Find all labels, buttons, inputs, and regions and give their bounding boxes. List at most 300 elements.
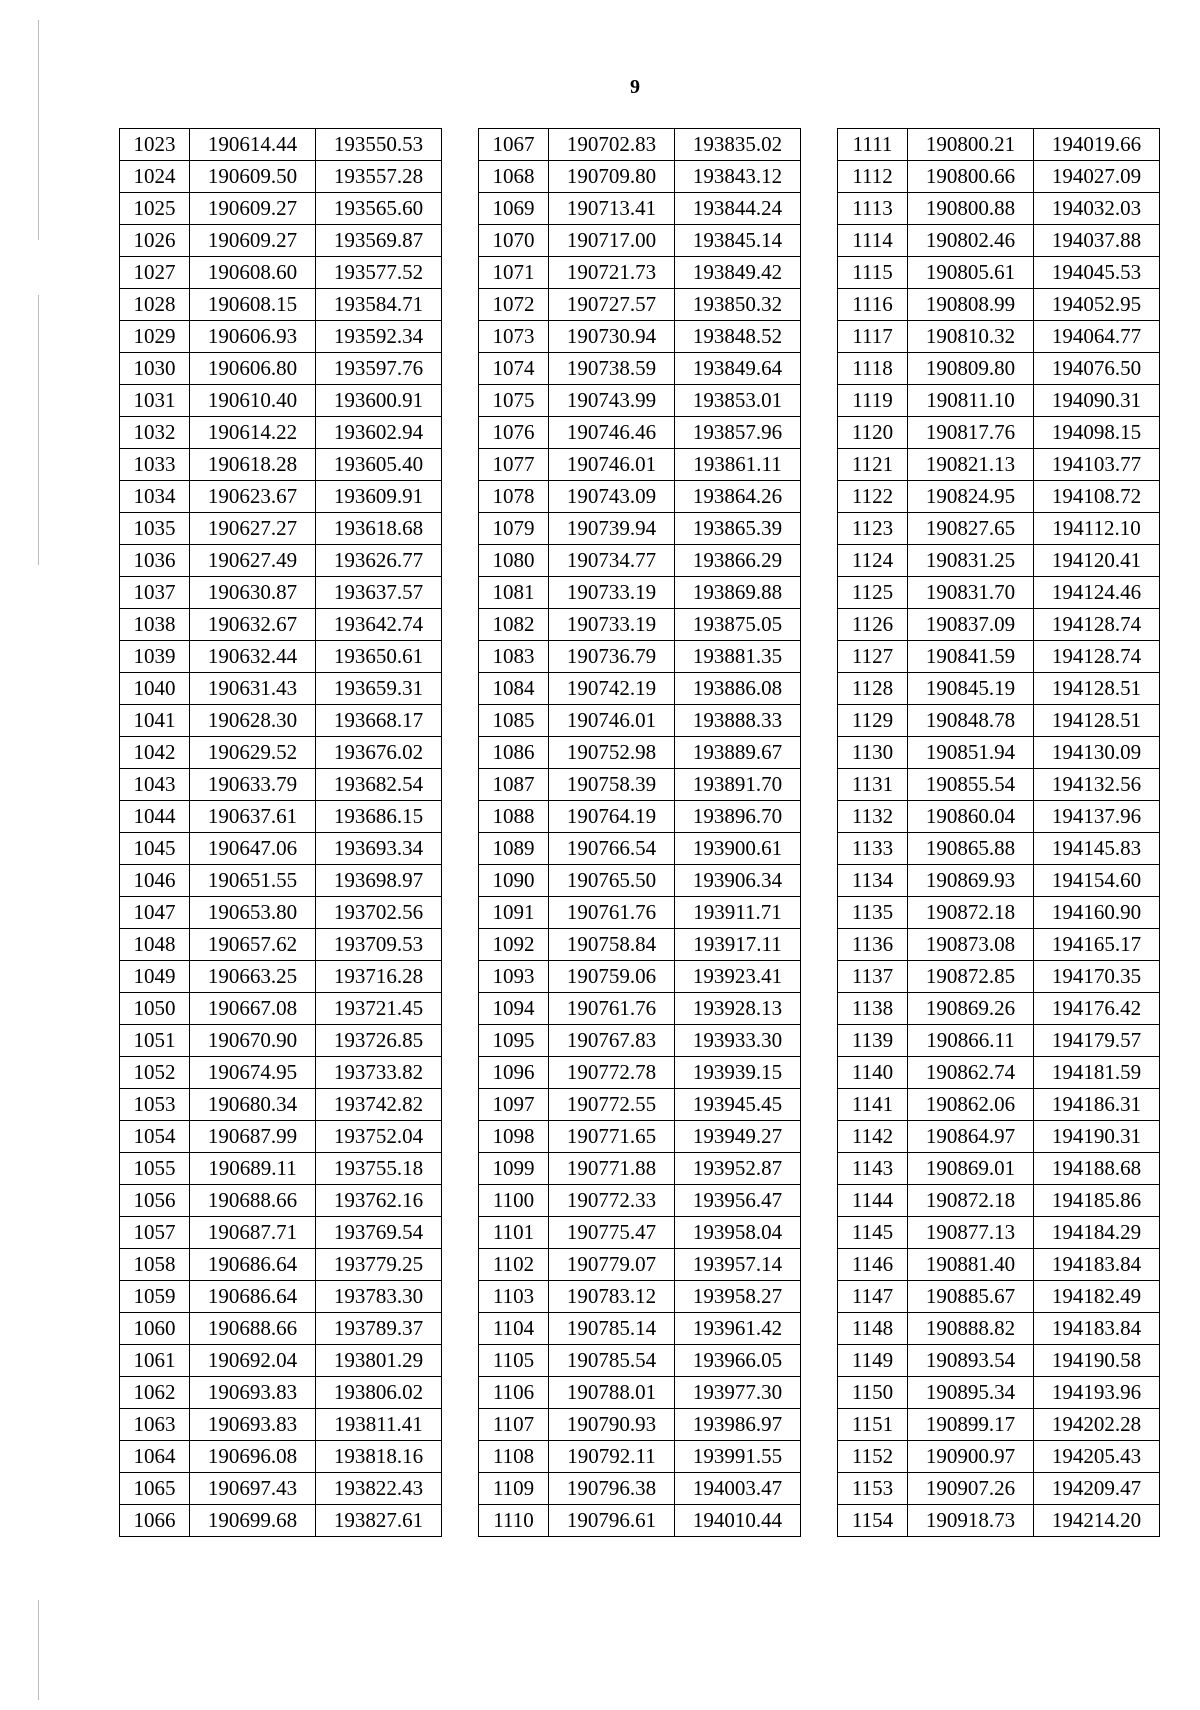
x-coordinate-cell: 190831.70 <box>908 577 1034 609</box>
table-row <box>479 257 801 289</box>
y-coordinate-cell: 194128.74 <box>1034 641 1160 673</box>
point-number-cell: 1129 <box>838 705 908 737</box>
y-coordinate-cell: 193945.45 <box>675 1089 801 1121</box>
x-coordinate-cell: 190899.17 <box>908 1409 1034 1441</box>
point-number-cell: 1131 <box>838 769 908 801</box>
y-coordinate-cell: 193650.61 <box>316 641 442 673</box>
x-coordinate-cell: 190810.32 <box>908 321 1034 353</box>
x-coordinate-cell: 190730.94 <box>549 321 675 353</box>
point-number-cell: 1115 <box>838 257 908 289</box>
y-coordinate-cell: 193957.14 <box>675 1249 801 1281</box>
x-coordinate-cell: 190862.74 <box>908 1057 1034 1089</box>
table-row <box>838 1473 1160 1505</box>
x-coordinate-cell: 190733.19 <box>549 609 675 641</box>
x-coordinate-cell: 190693.83 <box>190 1409 316 1441</box>
table-row <box>838 1441 1160 1473</box>
y-coordinate-cell: 193726.85 <box>316 1025 442 1057</box>
point-number-cell: 1072 <box>479 289 549 321</box>
point-number-cell: 1068 <box>479 161 549 193</box>
point-number-cell: 1146 <box>838 1249 908 1281</box>
x-coordinate-cell: 190610.40 <box>190 385 316 417</box>
table-row <box>120 1249 442 1281</box>
x-coordinate-cell: 190765.50 <box>549 865 675 897</box>
x-coordinate-cell: 190758.39 <box>549 769 675 801</box>
point-number-cell: 1100 <box>479 1185 549 1217</box>
table-row <box>120 673 442 705</box>
x-coordinate-cell: 190772.33 <box>549 1185 675 1217</box>
x-coordinate-cell: 190893.54 <box>908 1345 1034 1377</box>
point-number-cell: 1085 <box>479 705 549 737</box>
point-number-cell: 1135 <box>838 897 908 929</box>
point-number-cell: 1074 <box>479 353 549 385</box>
table-row <box>838 1377 1160 1409</box>
point-number-cell: 1033 <box>120 449 190 481</box>
x-coordinate-cell: 190860.04 <box>908 801 1034 833</box>
y-coordinate-cell: 193618.68 <box>316 513 442 545</box>
point-number-cell: 1030 <box>120 353 190 385</box>
y-coordinate-cell: 193702.56 <box>316 897 442 929</box>
x-coordinate-cell: 190689.11 <box>190 1153 316 1185</box>
table-row <box>120 577 442 609</box>
y-coordinate-cell: 194010.44 <box>675 1505 801 1537</box>
point-number-cell: 1046 <box>120 865 190 897</box>
point-number-cell: 1026 <box>120 225 190 257</box>
x-coordinate-cell: 190631.43 <box>190 673 316 705</box>
y-coordinate-cell: 194124.46 <box>1034 577 1160 609</box>
point-number-cell: 1058 <box>120 1249 190 1281</box>
point-number-cell: 1108 <box>479 1441 549 1473</box>
table-row <box>838 257 1160 289</box>
point-number-cell: 1144 <box>838 1185 908 1217</box>
x-coordinate-cell: 190761.76 <box>549 993 675 1025</box>
point-number-cell: 1126 <box>838 609 908 641</box>
x-coordinate-cell: 190746.01 <box>549 705 675 737</box>
table-row <box>838 609 1160 641</box>
point-number-cell: 1069 <box>479 193 549 225</box>
table-row <box>838 225 1160 257</box>
point-number-cell: 1139 <box>838 1025 908 1057</box>
table-row <box>120 705 442 737</box>
x-coordinate-cell: 190785.14 <box>549 1313 675 1345</box>
table-row <box>120 1377 442 1409</box>
x-coordinate-cell: 190699.68 <box>190 1505 316 1537</box>
table-row <box>120 1409 442 1441</box>
x-coordinate-cell: 190667.08 <box>190 993 316 1025</box>
table-row <box>479 1089 801 1121</box>
table-row <box>479 769 801 801</box>
y-coordinate-cell: 193597.76 <box>316 353 442 385</box>
scan-margin-mark <box>38 295 39 565</box>
y-coordinate-cell: 193605.40 <box>316 449 442 481</box>
y-coordinate-cell: 193783.30 <box>316 1281 442 1313</box>
y-coordinate-cell: 194112.10 <box>1034 513 1160 545</box>
table-row <box>838 673 1160 705</box>
point-number-cell: 1039 <box>120 641 190 673</box>
table-row <box>838 769 1160 801</box>
y-coordinate-cell: 194202.28 <box>1034 1409 1160 1441</box>
point-number-cell: 1028 <box>120 289 190 321</box>
y-coordinate-cell: 194132.56 <box>1034 769 1160 801</box>
x-coordinate-cell: 190771.65 <box>549 1121 675 1153</box>
table-row <box>838 897 1160 929</box>
x-coordinate-cell: 190738.59 <box>549 353 675 385</box>
x-coordinate-cell: 190881.40 <box>908 1249 1034 1281</box>
point-number-cell: 1106 <box>479 1377 549 1409</box>
x-coordinate-cell: 190783.12 <box>549 1281 675 1313</box>
y-coordinate-cell: 193716.28 <box>316 961 442 993</box>
x-coordinate-cell: 190608.15 <box>190 289 316 321</box>
x-coordinate-cell: 190869.93 <box>908 865 1034 897</box>
table-row <box>479 1505 801 1537</box>
y-coordinate-cell: 194137.96 <box>1034 801 1160 833</box>
point-number-cell: 1065 <box>120 1473 190 1505</box>
table-row <box>479 1313 801 1345</box>
y-coordinate-cell: 193592.34 <box>316 321 442 353</box>
y-coordinate-cell: 193779.25 <box>316 1249 442 1281</box>
y-coordinate-cell: 193822.43 <box>316 1473 442 1505</box>
x-coordinate-cell: 190746.46 <box>549 417 675 449</box>
point-number-cell: 1097 <box>479 1089 549 1121</box>
point-number-cell: 1141 <box>838 1089 908 1121</box>
table-row <box>120 321 442 353</box>
x-coordinate-cell: 190717.00 <box>549 225 675 257</box>
x-coordinate-cell: 190792.11 <box>549 1441 675 1473</box>
y-coordinate-cell: 193956.47 <box>675 1185 801 1217</box>
x-coordinate-cell: 190674.95 <box>190 1057 316 1089</box>
point-number-cell: 1113 <box>838 193 908 225</box>
table-row <box>479 193 801 225</box>
y-coordinate-cell: 193861.11 <box>675 449 801 481</box>
y-coordinate-cell: 194183.84 <box>1034 1313 1160 1345</box>
y-coordinate-cell: 193886.08 <box>675 673 801 705</box>
table-row <box>479 449 801 481</box>
table-row <box>838 1281 1160 1313</box>
y-coordinate-cell: 193811.41 <box>316 1409 442 1441</box>
y-coordinate-cell: 193849.64 <box>675 353 801 385</box>
x-coordinate-cell: 190869.01 <box>908 1153 1034 1185</box>
y-coordinate-cell: 194184.29 <box>1034 1217 1160 1249</box>
x-coordinate-cell: 190845.19 <box>908 673 1034 705</box>
table-row <box>838 1089 1160 1121</box>
x-coordinate-cell: 190627.27 <box>190 513 316 545</box>
y-coordinate-cell: 193577.52 <box>316 257 442 289</box>
y-coordinate-cell: 194098.15 <box>1034 417 1160 449</box>
y-coordinate-cell: 193991.55 <box>675 1441 801 1473</box>
point-number-cell: 1071 <box>479 257 549 289</box>
x-coordinate-cell: 190796.61 <box>549 1505 675 1537</box>
table-row <box>120 257 442 289</box>
y-coordinate-cell: 194108.72 <box>1034 481 1160 513</box>
point-number-cell: 1138 <box>838 993 908 1025</box>
table-row <box>479 353 801 385</box>
table-row <box>120 1505 442 1537</box>
table-row <box>838 1057 1160 1089</box>
x-coordinate-cell: 190800.21 <box>908 129 1034 161</box>
point-number-cell: 1128 <box>838 673 908 705</box>
y-coordinate-cell: 193637.57 <box>316 577 442 609</box>
x-coordinate-cell: 190618.28 <box>190 449 316 481</box>
y-coordinate-cell: 193565.60 <box>316 193 442 225</box>
y-coordinate-cell: 193762.16 <box>316 1185 442 1217</box>
y-coordinate-cell: 193733.82 <box>316 1057 442 1089</box>
table-row <box>120 1281 442 1313</box>
point-number-cell: 1152 <box>838 1441 908 1473</box>
table-row <box>838 1153 1160 1185</box>
x-coordinate-cell: 190709.80 <box>549 161 675 193</box>
x-coordinate-cell: 190653.80 <box>190 897 316 929</box>
x-coordinate-cell: 190687.71 <box>190 1217 316 1249</box>
table-row <box>120 1441 442 1473</box>
x-coordinate-cell: 190686.64 <box>190 1249 316 1281</box>
x-coordinate-cell: 190670.90 <box>190 1025 316 1057</box>
x-coordinate-cell: 190736.79 <box>549 641 675 673</box>
y-coordinate-cell: 193869.88 <box>675 577 801 609</box>
x-coordinate-cell: 190831.25 <box>908 545 1034 577</box>
y-coordinate-cell: 193888.33 <box>675 705 801 737</box>
table-row <box>479 1121 801 1153</box>
table-row <box>120 993 442 1025</box>
table-row <box>479 929 801 961</box>
point-number-cell: 1120 <box>838 417 908 449</box>
table-row <box>838 481 1160 513</box>
y-coordinate-cell: 194145.83 <box>1034 833 1160 865</box>
table-row <box>838 1185 1160 1217</box>
point-number-cell: 1092 <box>479 929 549 961</box>
point-number-cell: 1034 <box>120 481 190 513</box>
point-number-cell: 1145 <box>838 1217 908 1249</box>
x-coordinate-cell: 190877.13 <box>908 1217 1034 1249</box>
point-number-cell: 1061 <box>120 1345 190 1377</box>
table-row <box>838 1025 1160 1057</box>
table-row <box>479 897 801 929</box>
coordinates-table-1 <box>119 128 442 1537</box>
x-coordinate-cell: 190872.18 <box>908 1185 1034 1217</box>
y-coordinate-cell: 194090.31 <box>1034 385 1160 417</box>
y-coordinate-cell: 194128.51 <box>1034 673 1160 705</box>
point-number-cell: 1109 <box>479 1473 549 1505</box>
point-number-cell: 1103 <box>479 1281 549 1313</box>
x-coordinate-cell: 190817.76 <box>908 417 1034 449</box>
table-row <box>479 1249 801 1281</box>
table-row <box>479 1281 801 1313</box>
y-coordinate-cell: 193569.87 <box>316 225 442 257</box>
y-coordinate-cell: 193550.53 <box>316 129 442 161</box>
table-row <box>479 1153 801 1185</box>
table-row <box>120 1217 442 1249</box>
point-number-cell: 1107 <box>479 1409 549 1441</box>
table-row <box>838 449 1160 481</box>
y-coordinate-cell: 193939.15 <box>675 1057 801 1089</box>
point-number-cell: 1066 <box>120 1505 190 1537</box>
point-number-cell: 1047 <box>120 897 190 929</box>
point-number-cell: 1070 <box>479 225 549 257</box>
point-number-cell: 1077 <box>479 449 549 481</box>
x-coordinate-cell: 190734.77 <box>549 545 675 577</box>
point-number-cell: 1102 <box>479 1249 549 1281</box>
x-coordinate-cell: 190752.98 <box>549 737 675 769</box>
table-row <box>838 577 1160 609</box>
point-number-cell: 1137 <box>838 961 908 993</box>
x-coordinate-cell: 190713.41 <box>549 193 675 225</box>
y-coordinate-cell: 194019.66 <box>1034 129 1160 161</box>
table-row <box>479 609 801 641</box>
y-coordinate-cell: 193864.26 <box>675 481 801 513</box>
x-coordinate-cell: 190739.94 <box>549 513 675 545</box>
x-coordinate-cell: 190697.43 <box>190 1473 316 1505</box>
x-coordinate-cell: 190788.01 <box>549 1377 675 1409</box>
x-coordinate-cell: 190702.83 <box>549 129 675 161</box>
y-coordinate-cell: 193584.71 <box>316 289 442 321</box>
point-number-cell: 1027 <box>120 257 190 289</box>
point-number-cell: 1143 <box>838 1153 908 1185</box>
y-coordinate-cell: 194185.86 <box>1034 1185 1160 1217</box>
y-coordinate-cell: 194076.50 <box>1034 353 1160 385</box>
table-row <box>479 641 801 673</box>
point-number-cell: 1148 <box>838 1313 908 1345</box>
y-coordinate-cell: 194128.74 <box>1034 609 1160 641</box>
table-row <box>479 801 801 833</box>
point-number-cell: 1096 <box>479 1057 549 1089</box>
table-row <box>479 737 801 769</box>
point-number-cell: 1136 <box>838 929 908 961</box>
y-coordinate-cell: 193958.04 <box>675 1217 801 1249</box>
point-number-cell: 1063 <box>120 1409 190 1441</box>
table-row <box>838 641 1160 673</box>
table-row <box>120 417 442 449</box>
point-number-cell: 1142 <box>838 1121 908 1153</box>
point-number-cell: 1025 <box>120 193 190 225</box>
point-number-cell: 1134 <box>838 865 908 897</box>
x-coordinate-cell: 190688.66 <box>190 1185 316 1217</box>
x-coordinate-cell: 190805.61 <box>908 257 1034 289</box>
scan-margin-mark <box>38 110 39 240</box>
point-number-cell: 1086 <box>479 737 549 769</box>
x-coordinate-cell: 190873.08 <box>908 929 1034 961</box>
y-coordinate-cell: 194176.42 <box>1034 993 1160 1025</box>
y-coordinate-cell: 193693.34 <box>316 833 442 865</box>
table-row <box>120 609 442 641</box>
y-coordinate-cell: 193906.34 <box>675 865 801 897</box>
x-coordinate-cell: 190759.06 <box>549 961 675 993</box>
y-coordinate-cell: 193827.61 <box>316 1505 442 1537</box>
table-row <box>479 1217 801 1249</box>
point-number-cell: 1099 <box>479 1153 549 1185</box>
table-row <box>479 1409 801 1441</box>
table-row <box>120 449 442 481</box>
y-coordinate-cell: 193676.02 <box>316 737 442 769</box>
y-coordinate-cell: 194179.57 <box>1034 1025 1160 1057</box>
point-number-cell: 1127 <box>838 641 908 673</box>
y-coordinate-cell: 193900.61 <box>675 833 801 865</box>
x-coordinate-cell: 190687.99 <box>190 1121 316 1153</box>
table-row <box>120 545 442 577</box>
point-number-cell: 1153 <box>838 1473 908 1505</box>
y-coordinate-cell: 193961.42 <box>675 1313 801 1345</box>
x-coordinate-cell: 190872.85 <box>908 961 1034 993</box>
table-row <box>838 417 1160 449</box>
point-number-cell: 1056 <box>120 1185 190 1217</box>
x-coordinate-cell: 190808.99 <box>908 289 1034 321</box>
y-coordinate-cell: 193602.94 <box>316 417 442 449</box>
point-number-cell: 1045 <box>120 833 190 865</box>
x-coordinate-cell: 190775.47 <box>549 1217 675 1249</box>
table-row <box>120 161 442 193</box>
table-row <box>479 513 801 545</box>
point-number-cell: 1032 <box>120 417 190 449</box>
y-coordinate-cell: 193896.70 <box>675 801 801 833</box>
point-number-cell: 1124 <box>838 545 908 577</box>
y-coordinate-cell: 193698.97 <box>316 865 442 897</box>
x-coordinate-cell: 190918.73 <box>908 1505 1034 1537</box>
point-number-cell: 1133 <box>838 833 908 865</box>
table-row <box>120 737 442 769</box>
point-number-cell: 1123 <box>838 513 908 545</box>
x-coordinate-cell: 190606.93 <box>190 321 316 353</box>
point-number-cell: 1059 <box>120 1281 190 1313</box>
y-coordinate-cell: 193682.54 <box>316 769 442 801</box>
y-coordinate-cell: 193686.15 <box>316 801 442 833</box>
x-coordinate-cell: 190727.57 <box>549 289 675 321</box>
point-number-cell: 1121 <box>838 449 908 481</box>
x-coordinate-cell: 190623.67 <box>190 481 316 513</box>
y-coordinate-cell: 194193.96 <box>1034 1377 1160 1409</box>
x-coordinate-cell: 190837.09 <box>908 609 1034 641</box>
y-coordinate-cell: 193845.14 <box>675 225 801 257</box>
point-number-cell: 1119 <box>838 385 908 417</box>
table-row <box>838 161 1160 193</box>
x-coordinate-cell: 190869.26 <box>908 993 1034 1025</box>
point-number-cell: 1147 <box>838 1281 908 1313</box>
x-coordinate-cell: 190633.79 <box>190 769 316 801</box>
y-coordinate-cell: 194154.60 <box>1034 865 1160 897</box>
table-row <box>838 961 1160 993</box>
x-coordinate-cell: 190758.84 <box>549 929 675 961</box>
x-coordinate-cell: 190767.83 <box>549 1025 675 1057</box>
y-coordinate-cell: 193844.24 <box>675 193 801 225</box>
point-number-cell: 1053 <box>120 1089 190 1121</box>
x-coordinate-cell: 190900.97 <box>908 1441 1034 1473</box>
y-coordinate-cell: 193889.67 <box>675 737 801 769</box>
table-row <box>838 865 1160 897</box>
x-coordinate-cell: 190764.19 <box>549 801 675 833</box>
point-number-cell: 1073 <box>479 321 549 353</box>
point-number-cell: 1042 <box>120 737 190 769</box>
point-number-cell: 1078 <box>479 481 549 513</box>
point-number-cell: 1094 <box>479 993 549 1025</box>
table-row <box>120 1153 442 1185</box>
table-row <box>479 961 801 993</box>
point-number-cell: 1079 <box>479 513 549 545</box>
x-coordinate-cell: 190733.19 <box>549 577 675 609</box>
table-row <box>479 481 801 513</box>
y-coordinate-cell: 194181.59 <box>1034 1057 1160 1089</box>
x-coordinate-cell: 190608.60 <box>190 257 316 289</box>
point-number-cell: 1043 <box>120 769 190 801</box>
table-row <box>120 961 442 993</box>
x-coordinate-cell: 190686.64 <box>190 1281 316 1313</box>
x-coordinate-cell: 190800.88 <box>908 193 1034 225</box>
y-coordinate-cell: 193755.18 <box>316 1153 442 1185</box>
y-coordinate-cell: 194205.43 <box>1034 1441 1160 1473</box>
y-coordinate-cell: 193853.01 <box>675 385 801 417</box>
point-number-cell: 1122 <box>838 481 908 513</box>
page-number: 9 <box>630 76 640 98</box>
y-coordinate-cell: 193911.71 <box>675 897 801 929</box>
point-number-cell: 1112 <box>838 161 908 193</box>
y-coordinate-cell: 193923.41 <box>675 961 801 993</box>
y-coordinate-cell: 194052.95 <box>1034 289 1160 321</box>
y-coordinate-cell: 194188.68 <box>1034 1153 1160 1185</box>
